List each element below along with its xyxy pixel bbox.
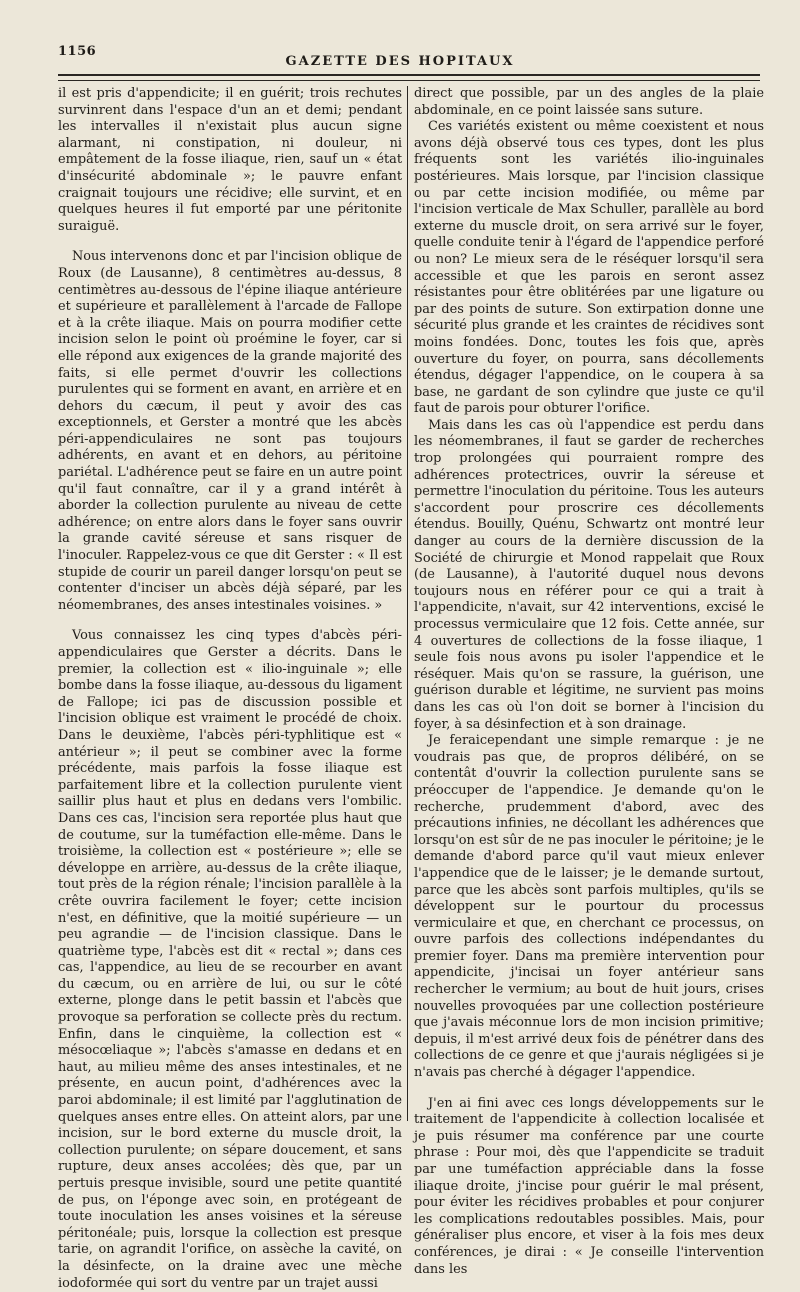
paragraph: J'en ai fini avec ces longs développements sur le traitement de l'appendicite à collection localisée et je puis résumer ma conférence par une courte phrase : Pour moi, dès que l'appendicite se traduit par une tuméfaction appréciable dans la fosse iliaque droite, j'incise pour guérir le mal présent, pour éviter les récidives probables et pour conjurer les complications redoutables possibles. Mais, pour généraliser plus encore, et viser à la fois mes deux conférences, je dirai : « Je conseille l'intervention dans les <box>414 1095 764 1277</box>
paragraph: il est pris d'appendicite; il en guérit; trois rechutes survinrent dans l'espace d'un an et demi; pendant les intervalles il n'existait plus aucun signe alarmant, ni constipation, ni douleur, ni empâtement de la fosse iliaque, rien, sauf un « état d'insécurité abdominale »; le pauvre enfant craignait toujours une récidive; elle survint, et en quelques heures il fut emporté par une péritonite suraiguë. <box>58 86 402 234</box>
running-head-title: GAZETTE DES HOPITAUX <box>285 54 515 69</box>
left-column <box>58 86 402 1291</box>
header-rule-thin <box>58 80 760 81</box>
column-divider <box>407 86 408 1121</box>
paragraph: Nous intervenons donc et par l'incision oblique de Roux (de Lausanne), 8 centimètres au-dessus, 8 centimètres au-dessous de l'épine iliaque antérieure et supérieure et parallèlement à l'arcade de Fallope et à la crête iliaque. Mais on pourra modifier cette incision selon le point où proémine le foyer, car si elle répond aux exigences de la grande majorité des faits, si elle permet d'ouvrir les collections purulentes qui se forment en avant, en arrière et en dehors du cæcum, il peut y avoir des cas exceptionnels, et Gerster a montré que les abcès péri-appendiculaires ne sont pas toujours adhérents, en avant et en dehors, au péritoine pariétal. L'adhérence peut se faire en un autre point qu'il faut connaître, car il y a grand intérêt à aborder la collection purulente au niveau de cette adhérence; on entre alors dans le foyer sans ouvrir la grande cavité séreuse et sans risquer de l'inoculer. Rappelez-vous ce que dit Gerster : « Il est stupide de courir un pareil danger lorsqu'on peut se contenter d'inciser un abcès déjà séparé, par les néomembranes, des anses intestinales voisines. » <box>58 249 402 613</box>
header-rule <box>58 74 760 76</box>
paragraph: Mais dans les cas où l'appendice est perdu dans les néomembranes, il faut se garder de recherches trop prolongées qui pourraient rompre des adhérences protectrices, ouvrir la séreuse et permettre l'inoculation du péritoine. Tous les auteurs s'accordent pour proscrire ces décollements étendus. Bouilly, Quénu, Schwartz ont montré leur danger au cours de la dernière discussion de la Société de chirurgie et Monod rappelait que Roux (de Lausanne), à l'autorité duquel nous devons toujours nous en référer pour ce qui a trait à l'appendicite, n'avait, sur 42 interventions, excisé le processus vermiculaire que 12 fois. Cette année, sur 4 ouvertures de collections de la fosse iliaque, 1 seule fois nous avons pu isoler l'appendice et le réséquer. Mais qu'on se rassure, la guérison, une guérison durable et légitime, ne survient pas moins dans les cas où l'on doit se borner à l'incision du foyer, à sa désinfection et à son drainage. <box>414 417 764 732</box>
page-number: 1156 <box>58 44 97 59</box>
paragraph: Ces variétés existent ou même coexistent et nous avons déjà observé tous ces types, dont les plus fréquents sont les variétés ilio-inguinales postérieures. Mais lorsque, par l'incision classique ou par cette incision modifiée, ou même par l'incision verticale de Max Schuller, parallèle au bord externe du muscle droit, on sera arrivé sur le foyer, quelle conduite tenir à l'égard de l'appendice perforé ou non? Le mieux sera de le réséquer lorsqu'il sera accessible et que les parois en seront assez résistantes pour être oblitérées par une ligature ou par des points de suture. Son extirpation donne une sécurité plus grande et les craintes de récidives sont moins fondées. Donc, toutes les fois que, après ouverture du foyer, on pourra, sans décollements étendus, dégager l'appendice, on le coupera à sa base, ne gardant de son cylindre que juste ce qu'il faut de parois pour obturer l'orifice. <box>414 119 764 417</box>
paragraph: Vous connaissez les cinq types d'abcès péri-appendiculaires que Gerster a décrits. Dans le premier, la collection est « ilio-inguinale »; elle bombe dans la fosse iliaque, au-dessous du ligament de Fallope; ici pas de discussion possible et l'incision oblique est vraiment le procédé de choix. Dans le deuxième, l'abcès péri-typhlitique est « antérieur »; il peut se combiner avec la forme précédente, mais parfois la fosse iliaque est parfaitement libre et la collection purulente vient saillir plus haut et plus en dedans vers l'ombilic. Dans ces cas, l'incision sera reportée plus haut que de coutume, sur la tuméfaction elle-même. Dans le troisième, la collection est « postérieure »; elle se développe en arrière, au-dessus de la crête iliaque, tout près de la région rénale; l'incision parallèle à la crête ouvrira facilement le foyer; cette incision n'est, en définitive, que la moitié supérieure — un peu agrandie — de l'incision classique. Dans le quatrième type, l'abcès est dit « rectal »; dans ces cas, l'appendice, au lieu de se recourber en avant du cæcum, ou en arrière de lui, ou sur le côté externe, plonge dans le petit bassin et l'abcès que provoque sa perforation se collecte près du rectum. Enfin, dans le cinquième, la collection est « mésocœliaque »; l'abcès s'amasse en dedans et en haut, au milieu même des anses intestinales, et ne présente, en aucun point, d'adhérences avec la paroi abdominale; il est limité par l'agglutination de quelques anses entre elles. On atteint alors, par une incision, sur le bord externe du muscle droit, la collection purulente; on sépare doucement, et sans rupture, deux anses accolées; dès que, par un pertuis presque invisible, sourd une petite quantité de pus, on l'éponge avec soin, en protégeant de toute inoculation les anses voisines et la séreuse péritonéale; puis, lorsque la collection est presque tarie, on agrandit l'orifice, on assèche la cavité, on la désinfecte, on la draine avec une mèche iodoformée qui sort du ventre par un trajet aussi <box>58 628 402 1291</box>
right-column <box>414 86 764 1277</box>
paragraph: direct que possible, par un des angles de la plaie abdominale, en ce point laissée sans suture. <box>414 86 764 118</box>
paragraph: Je feraicependant une simple remarque : je ne voudrais pas que, de propros délibéré, on se contentât d'ouvrir la collection purulente sans se préoccuper de l'appendice. Je demande qu'on le recherche, prudemment d'abord, avec des précautions infinies, ne décollant les adhérences que lorsqu'on est sûr de ne pas inoculer le péritoine; je le demande d'abord parce qu'il vaut mieux enlever l'appendice que de le laisser; je le demande surtout, parce que les abcès sont parfois multiples, qu'ils se développent sur le pourtour du processus vermiculaire et que, en cherchant ce processus, on ouvre parfois des collections indépendantes du premier foyer. Dans ma première intervention pour appendicite, j'incisai un foyer antérieur sans rechercher le vermium; au bout de huit jours, crises nouvelles provoquées par une collection postérieure que j'avais méconnue lors de mon incision primitive; depuis, il m'est arrivé deux fois de pénétrer dans des collections de ce genre et que j'aurais négligées si je n'avais pas cherché à dégager l'appendice. <box>414 733 764 1081</box>
